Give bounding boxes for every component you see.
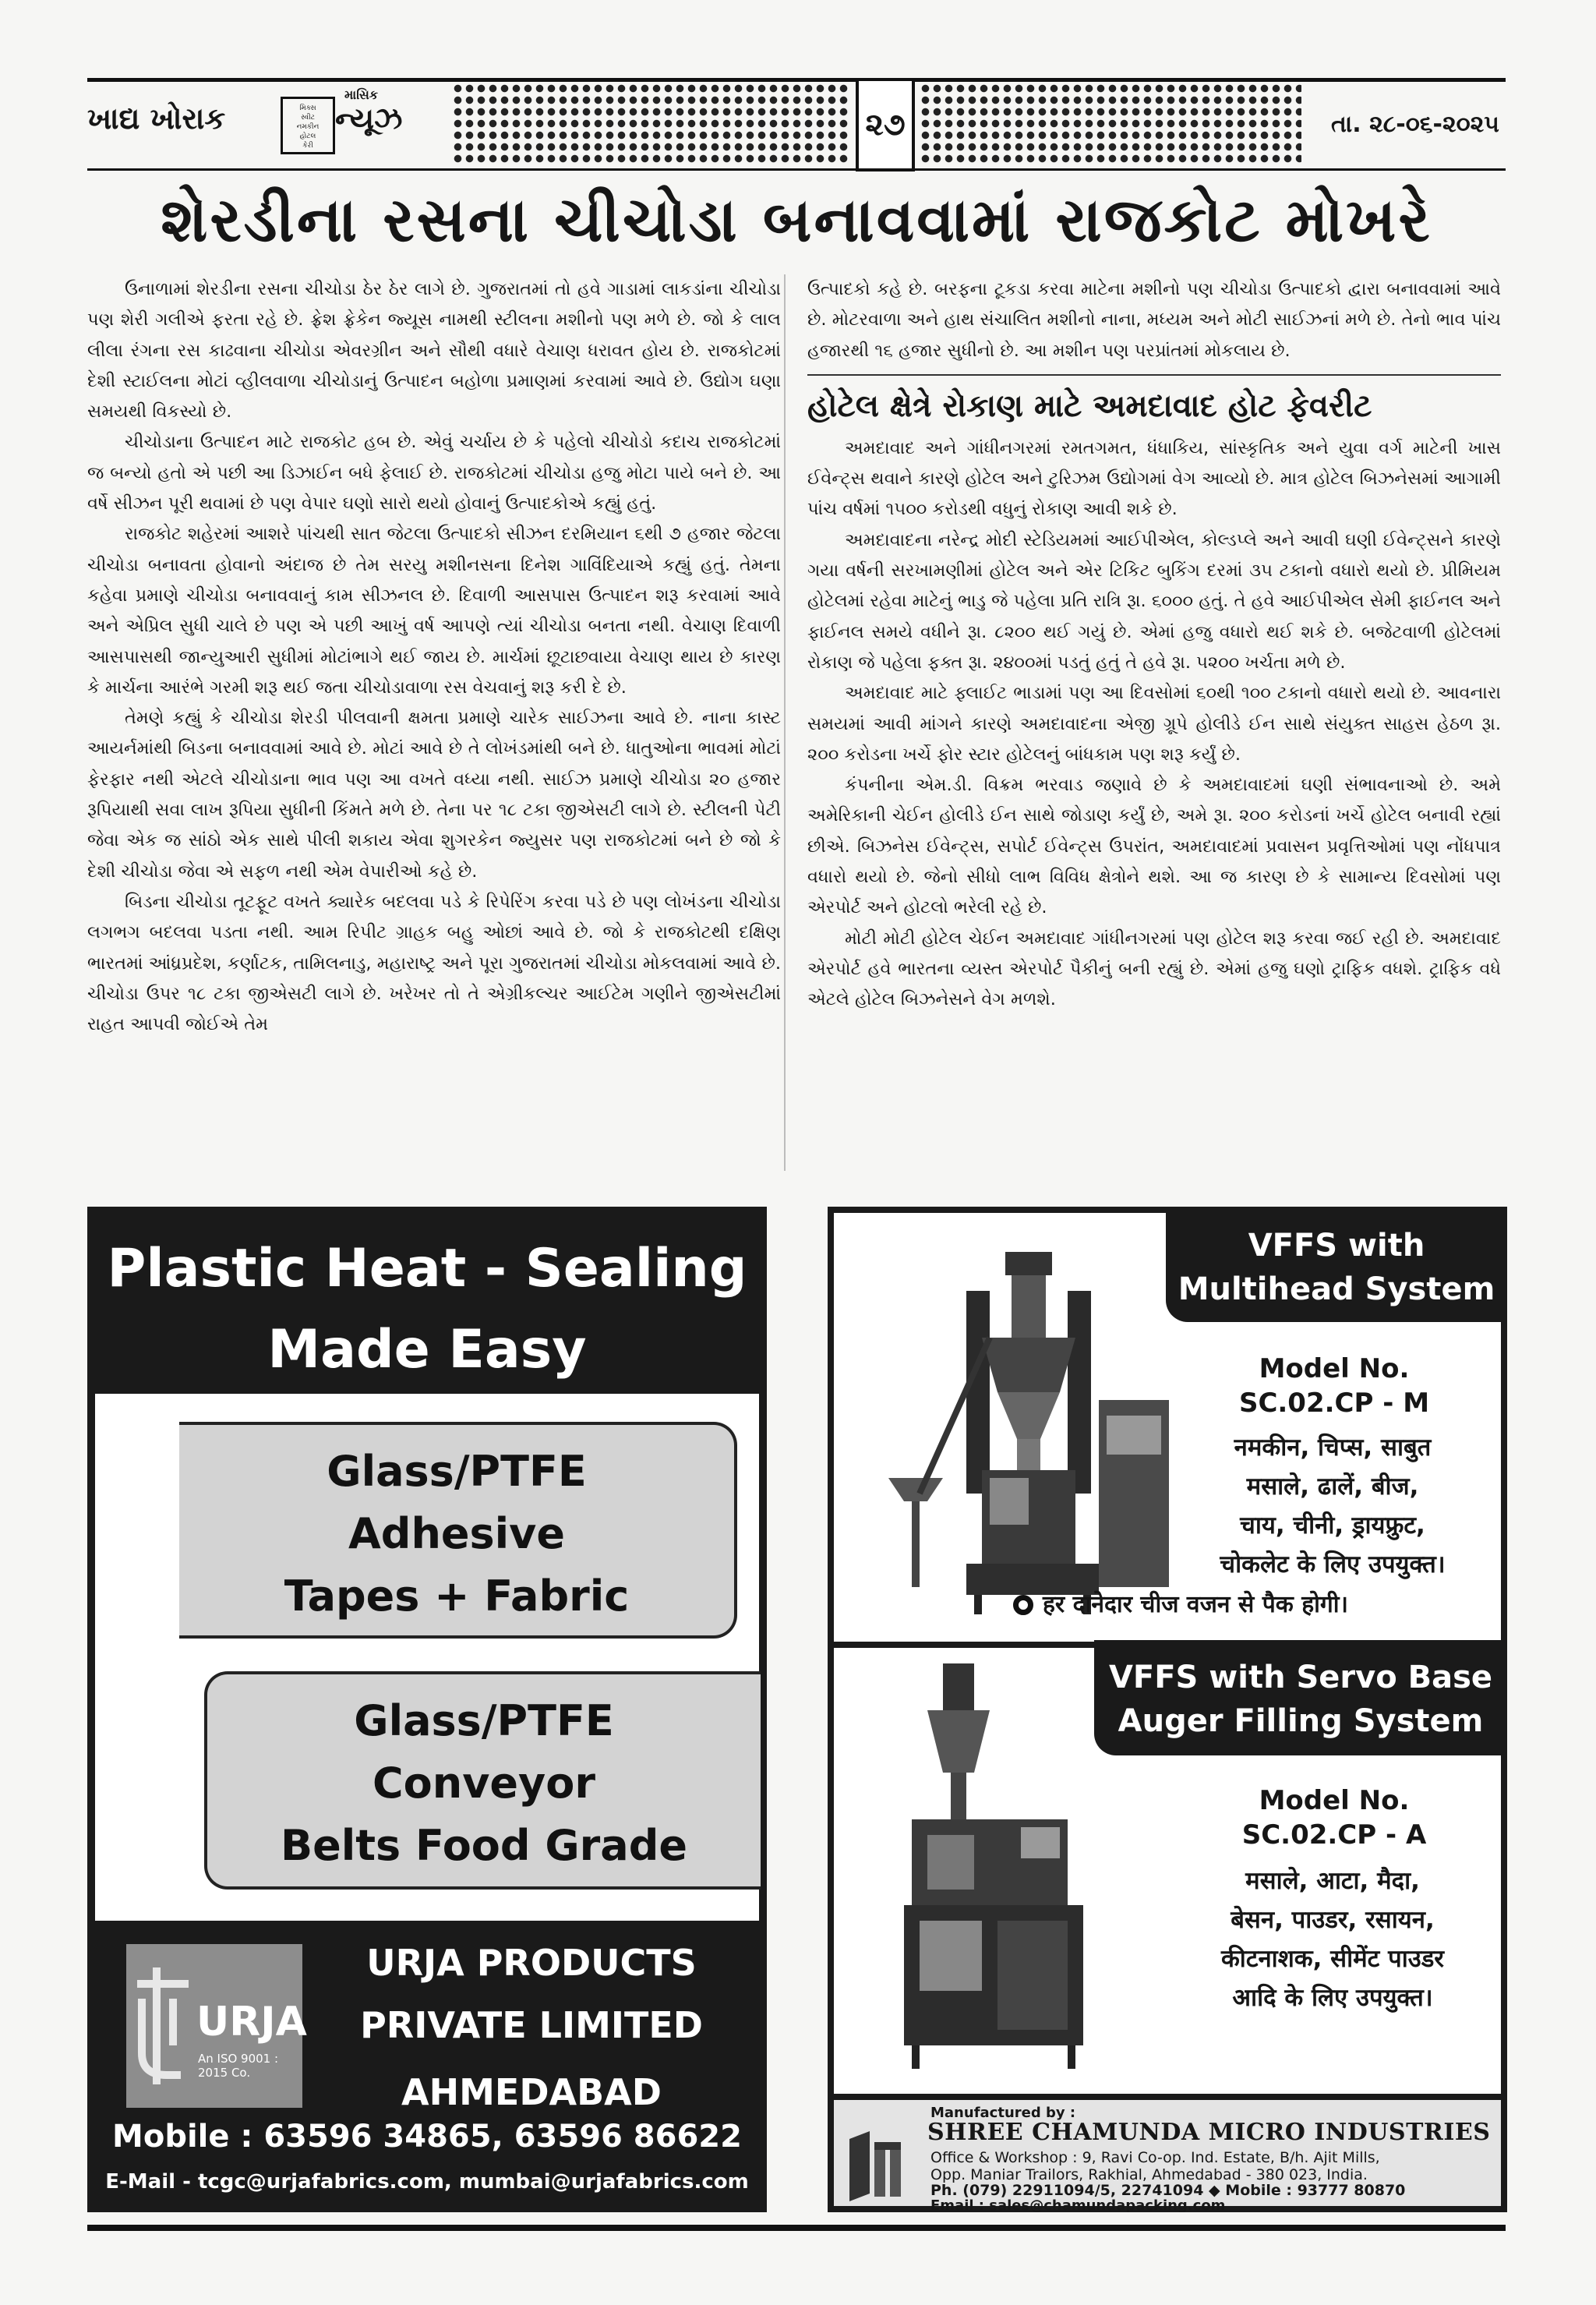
urja-company-name [321, 1932, 742, 2123]
article-paragraph: રાજકોટ શહેરમાં આશરે પાંચથી સાત જેટલા ઉત્પાદકો સીઝન દરમિયાન ૬થી ૭ હજાર જેટલા ચીચોડા બનાવતા હોવાનો અંદાજ છે તેમ સરયુ મશીનસના દિનેશ ગાવિંદિયાએ કહ્યું હતું. તેમના કહેવા પ્રમાણે ચીચોડા બનાવવાનું કામ સીઝનલ છે. દિવાળી આસપાસ ઉત્પાદન શરૂ કરવામાં આવે અને એપ્રિલ સુધી ચાલે છે પણ એ પછી આખું વર્ષ આપણે ત્યાં ચીચોડા બનતા નથી. વેચાણ દિવાળી આસપાસથી જાન્યુઆરી સુધીમાં મોટાંભાગે થઈ જાય છે. માર્ચમાં છૂટાછવાયા વેચાણ થાય છે કારણ કે માર્ચના આરંભે ગરમી શરૂ થઈ જતા ચીચોડાવાળા રસ વેચવાનું શરૂ કરી દે છે. [87, 524, 781, 698]
uses-line: कीटनाशक, सीमेंट पाउडर [1221, 1945, 1444, 1973]
urja-email-addresses: E-Mail - tcgc@urjafabrics.com, mumbai@urjafabrics.com [105, 2170, 749, 2194]
uses-line: मसाले, ढालें, बीज, [1246, 1472, 1419, 1501]
article-column-left [87, 274, 781, 1040]
urja-logo [126, 1944, 307, 2108]
uses-line: बेसन, पाउडर, रसायन, [1231, 1906, 1435, 1934]
pill-line: Belts Food Grade [280, 1821, 688, 1870]
urja-product-adhesive-tapes [179, 1422, 737, 1639]
urja-logo-word: URJA [196, 1999, 307, 2045]
urja-title-line: Plastic Heat - Sealing [107, 1238, 747, 1299]
tag-line: Auger Filling System [1118, 1703, 1484, 1739]
auger-system-tag [1094, 1640, 1507, 1755]
pill-line: Glass/PTFE [354, 1696, 614, 1745]
auger-suitable-for [1169, 1861, 1496, 2017]
article-paragraph: ઉનાળામાં શેરડીના રસના ચીચોડા ઠેર ઠેર લાગે છે. ગુજરાતમાં તો હવે ગાડામાં લાકડાંના ચીચોડા પણ શેરી ગલીએ ફરતા રહે છે. ફ્રેશ ફ્રેકેન જ્યૂસ નામથી સ્ટીલના મશીનો પણ મળે છે. જો કે લાલ લીલા રંગના રસ કાઢવાના ચીચોડા એવરગ્રીન અને સૌથી વધારે વેચાણ ધરાવત હોય છે. રાજકોટમાં દેશી સ્ટાઈલના મોટાં વ્હીલવાળા ચીચોડાનું ઉત્પાદન બહોળા પ્રમાણમાં કરવામાં આવે છે. ઉદ્યોગ ઘણા સમયથી વિકસ્યો છે. [87, 279, 781, 422]
chamunda-address-line: Opp. Maniar Trailors, Rakhial, Ahmedabad - 380 023, India. [930, 2166, 1368, 2183]
article-paragraph: અમદાવાદના નરેન્દ્ર મોદી સ્ટેડિયમમાં આઈપીએલ, કોલ્ડપ્લે અને આવી ઘણી ઈવેન્ટ્સને કારણે ગયા વર્ષની સરખામણીમાં હોટેલ અને એર ટિકિટ બુકિંગ દરમાં ૩૫ ટકાનો વધારો થયો છે. પ્રીમિયમ હોટેલમાં રહેવા માટેનું ભાડુ જે પહેલા પ્રતિ રાત્રિ રૂા. ૬૦૦૦ હતું. તે હવે આઈપીએલ સેમી ફાઈનલ અને ફાઈનલ સમયે વધીને રૂા. ૮૨૦૦ થઈ ગયું છે. એમાં હજુ વધારો થઈ શકે છે. બજેટવાળી હોટેલમાં રોકાણ જે પહેલા ફક્ત રૂા. ૨૪૦૦માં પડતું હતું તે હવે રૂા. ૫૨૦૦ ખર્ચતા મળે છે. [807, 529, 1501, 673]
issue-date: તા. ૨૮-૦૬-૨૦૨૫ [1331, 111, 1499, 138]
chamunda-email: Email : sales@chamundapacking.com [930, 2197, 1226, 2212]
multihead-packing-machine-icon [873, 1244, 1185, 1618]
urja-company-line: AHMEDABAD [401, 2071, 662, 2113]
masthead-bottom-rule [87, 168, 1506, 171]
multihead-system-tag [1166, 1207, 1507, 1322]
pill-line: Glass/PTFE [327, 1447, 587, 1496]
article-paragraph: મોટી મોટી હોટેલ ચેઈન અમદાવાદ ગાંધીનગરમાં પણ હોટેલ શરૂ કરવા જઈ રહી છે. અમદાવાદ એરપોર્ટ હવે ભારતના વ્યસ્ત એરપોર્ટ પૈકીનું બની રહ્યું છે. એમાં હજુ ઘણો ટ્રાફિક વધશે. ટ્રાફિક વધે એટલે હોટેલ બિઝનેસને વેગ મળશે. [807, 928, 1501, 1010]
sub-headline: હોટેલ ક્ષેત્રે રોકાણ માટે અમદાવાદ હોટ ફેવરીટ [807, 387, 1372, 424]
brand-name-left: ખાદ્ય ખોરાક [87, 101, 226, 136]
multihead-model-number [1186, 1352, 1482, 1420]
urja-mobile-numbers: Mobile : 63596 34865, 63596 86622 [112, 2119, 742, 2155]
brand-frequency: માસિક [344, 87, 379, 102]
pill-line: Tapes + Fabric [284, 1571, 630, 1621]
pill-line: Adhesive [348, 1509, 565, 1558]
chamunda-company-name: SHREE CHAMUNDA MICRO INDUSTRIES [927, 2119, 1491, 2146]
urja-company-line: PRIVATE LIMITED [360, 2004, 703, 2046]
multihead-suitable-for [1169, 1428, 1496, 1584]
urja-product-conveyor-belts [204, 1671, 761, 1890]
chamunda-tagline-text: हर दानेदार चीज वजन से पैक होगी। [1043, 1591, 1348, 1618]
tag-line: VFFS with Servo Base [1108, 1660, 1493, 1695]
article-paragraph: અમદાવાદ અને ગાંધીનગરમાં રમતગમત, ધંધાકિય, સાંસ્કૃતિક અને યુવા વર્ગ માટેની ખાસ ઈવેન્ટ્સ થવાને કારણે હોટેલ અને ટુરિઝમ ઉદ્યોગમાં વેગ આવ્યો છે. માત્ર હોટેલ બિઝનેસમાં આગામી પાંચ વર્ષમાં ૧૫૦૦ કરોડથી વધુનું રોકાણ આવી શકે છે. [807, 437, 1501, 520]
tag-line: VFFS with [1248, 1228, 1425, 1264]
brand-box-line: કેરી [302, 142, 313, 150]
brand-box-line: મિક્સ [299, 104, 316, 112]
article-column-right [807, 274, 1501, 1016]
manufactured-by-label: Manufactured by : [930, 2105, 1076, 2121]
chamunda-address-line: Office & Workshop : 9, Ravi Co-op. Ind. Estate, B/h. Ajit Mills, [930, 2149, 1380, 2166]
uses-line: चाय, चीनी, ड्रायफ्रुट, [1240, 1511, 1425, 1540]
masthead-dot-pattern-right [920, 83, 1301, 165]
chamunda-phone: Ph. (079) 22911094/5, 22741094 ◆ Mobile : 93777 80870 [930, 2182, 1406, 2199]
brand-box-line: હોટલ [299, 133, 316, 140]
urja-ad-title [87, 1229, 767, 1391]
chamunda-logo-icon [846, 2131, 909, 2201]
auger-packing-machine-icon [865, 1656, 1099, 2077]
bullet-circle-icon [1013, 1595, 1033, 1615]
main-headline: શેરડીના રસના ચીચોડા બનાવવામાં રાજકોટ મોખરે [161, 186, 1432, 256]
subhead-rule [807, 374, 1501, 376]
model-line: Model No. [1259, 1785, 1410, 1816]
auger-model-number [1186, 1784, 1482, 1852]
article-paragraph: કંપનીના એમ.ડી. વિક્રમ ભરવાડ જણાવે છે કે અમદાવાદમાં ઘણી સંભાવનાઓ છે. અમે અમેરિકાની ચેઈન હોલીડે ઈન સાથે જોડાણ કર્યું છે, અમે રૂા. ૨૦૦ કરોડનાં ખર્ચે હોટેલ બનાવી રહ્યાં છીએ. બિઝનેસ ઈવેન્ટ્સ, સપોર્ટ ઈવેન્ટ્સ ઉપરાંત, અમદાવાદમાં પ્રવાસન પ્રવૃત્તિઓમાં પણ નોંધપાત્ર વધારો થયો છે. જેનો સીધો લાભ વિવિધ ક્ષેત્રોને થશે. આ જ કારણ છે કે સામાન્ય દિવસોમાં પણ એરપોર્ટ અને હોટલો ભરેલી રહે છે. [807, 775, 1501, 918]
masthead [87, 81, 1506, 168]
chamunda-contact-footer [834, 2100, 1501, 2212]
brand-logo-box [281, 97, 335, 154]
urja-logo-iso: An ISO 9001 : 2015 Co. [198, 2052, 279, 2080]
uses-line: चोकलेट के लिए उपयुक्त। [1220, 1550, 1446, 1579]
page-number: ૨૭ [856, 78, 915, 171]
page-bottom-rule [87, 2225, 1506, 2231]
article-paragraph: બિડના ચીચોડા તૂટફૂટ વખતે ક્યારેક બદલવા પડે કે રિપેરિંગ કરવા પડે છે પણ લોખંડના ચીચોડા લગભગ બદલવા પડતા નથી. આમ રિપીટ ગ્રાહક બહુ ઓછાં આવે છે. જો કે રાજકોટથી દક્ષિણ ભારતમાં આંધ્રપ્રદેશ, કર્ણાટક, તામિલનાડુ, મહારાષ્ટ્ર અને પૂરા ગુજરાતમાં ચીચોડા મોકલવામાં આવે છે. ચીચોડા ઉપર ૧૮ ટકા જીએસટી લાગે છે. ખરેખર તો તે એગ્રીકલ્ચર આઈટેમ ગણીને જીએસટીમાં રાહત આપવી જોઈએ તેમ [87, 891, 781, 1035]
brand-box-line: સ્વીટ [301, 114, 315, 122]
urja-title-line: Made Easy [267, 1319, 587, 1381]
chamunda-tagline [1013, 1586, 1496, 1624]
masthead-dot-pattern-left [452, 83, 849, 165]
model-line: SC.02.CP - A [1241, 1819, 1427, 1851]
pill-line: Conveyor [373, 1759, 595, 1808]
uses-line: मसाले, आटा, मैदा, [1245, 1867, 1420, 1895]
article-continuation: ઉત્પાદકો કહે છે. બરફના ટૂકડા કરવા માટેના મશીનો પણ ચીચોડા ઉત્પાદકો દ્વારા બનાવવામાં આવે છે. મોટરવાળા અને હાથ સંચાલિત મશીનો નાના, મધ્યમ અને મોટી સાઈઝનાં મળે છે. તેનો ભાવ પાંચ હજારથી ૧૬ હજાર સુધીનો છે. આ મશીન પણ પરપ્રાંતમાં મોકલાય છે. [807, 279, 1501, 361]
article-paragraph: ચીચોડાના ઉત્પાદન માટે રાજકોટ હબ છે. એવું ચર્ચાય છે કે પહેલો ચીચોડો કદાચ રાજકોટમાં જ બન્યો હતો એ પછી આ ડિઝાઈન બધે ફેલાઈ છે. રાજકોટમાં ચીચોડા હજુ મોટા પાયે બને છે. આ વર્ષે સીઝન પૂરી થવામાં છે પણ વેપાર ઘણો સારો થયો હોવાનું ઉત્પાદકોએ કહ્યું હતું. [87, 432, 781, 514]
chamunda-advertisement [828, 1207, 1507, 2212]
tag-line: Multihead System [1178, 1271, 1495, 1307]
uses-line: आदि के लिए उपयुक्त। [1232, 1984, 1433, 2012]
column-divider [784, 274, 786, 1171]
urja-advertisement [87, 1207, 767, 2212]
uses-line: नमकीन, चिप्स, साबुत [1234, 1434, 1432, 1462]
brand-box-line: નમકીન [296, 123, 320, 131]
model-line: SC.02.CP - M [1238, 1388, 1430, 1419]
article-paragraph: અમદાવાદ માટે ફ્લાઈટ ભાડામાં પણ આ દિવસોમાં ૬૦થી ૧૦૦ ટકાનો વધારો થયો છે. આવનારા સમયમાં આવી માંગને કારણે અમદાવાદના એજી ગ્રૂપે હોલીડે ઈન સાથે સંયુક્ત સાહસ હેઠળ રૂા. ૨૦૦ કરોડના ખર્ચે ફોર સ્ટાર હોટેલનું બાંધકામ પણ શરૂ કર્યું છે. [807, 683, 1501, 765]
brand-name-right: ન્યૂઝ [335, 101, 403, 136]
model-line: Model No. [1259, 1353, 1410, 1384]
urja-company-line: URJA PRODUCTS [366, 1942, 697, 1984]
article-paragraph: તેમણે કહ્યું કે ચીચોડા શેરડી પીલવાની ક્ષમતા પ્રમાણે ચારેક સાઈઝના આવે છે. નાના કાસ્ટ આયર્નમાંથી બિડના બનાવવામાં આવે છે. મોટાં આવે છે તે લોખંડમાંથી બને છે. ધાતુઓના ભાવમાં મોટાં ફેરફાર નથી એટલે ચીચોડાના ભાવ પણ આ વખતે વધ્યા નથી. સાઈઝ પ્રમાણે ચીચોડા ૨૦ હજાર રૂપિયાથી સવા લાખ રૂપિયા સુધીની કિંમતે મળે છે. તેના પર ૧૮ ટકા જીએસટી લાગે છે. સ્ટીલની પેટી જેવા એક જ સાંઠો એક સાથે પીલી શકાય એવા શુગરકેન જ્યુસર પણ રાજકોટમાં બને છે જો કે દેશી ચીચોડા જેવા એ સફળ નથી એમ વેપારીઓ કહે છે. [87, 708, 781, 882]
